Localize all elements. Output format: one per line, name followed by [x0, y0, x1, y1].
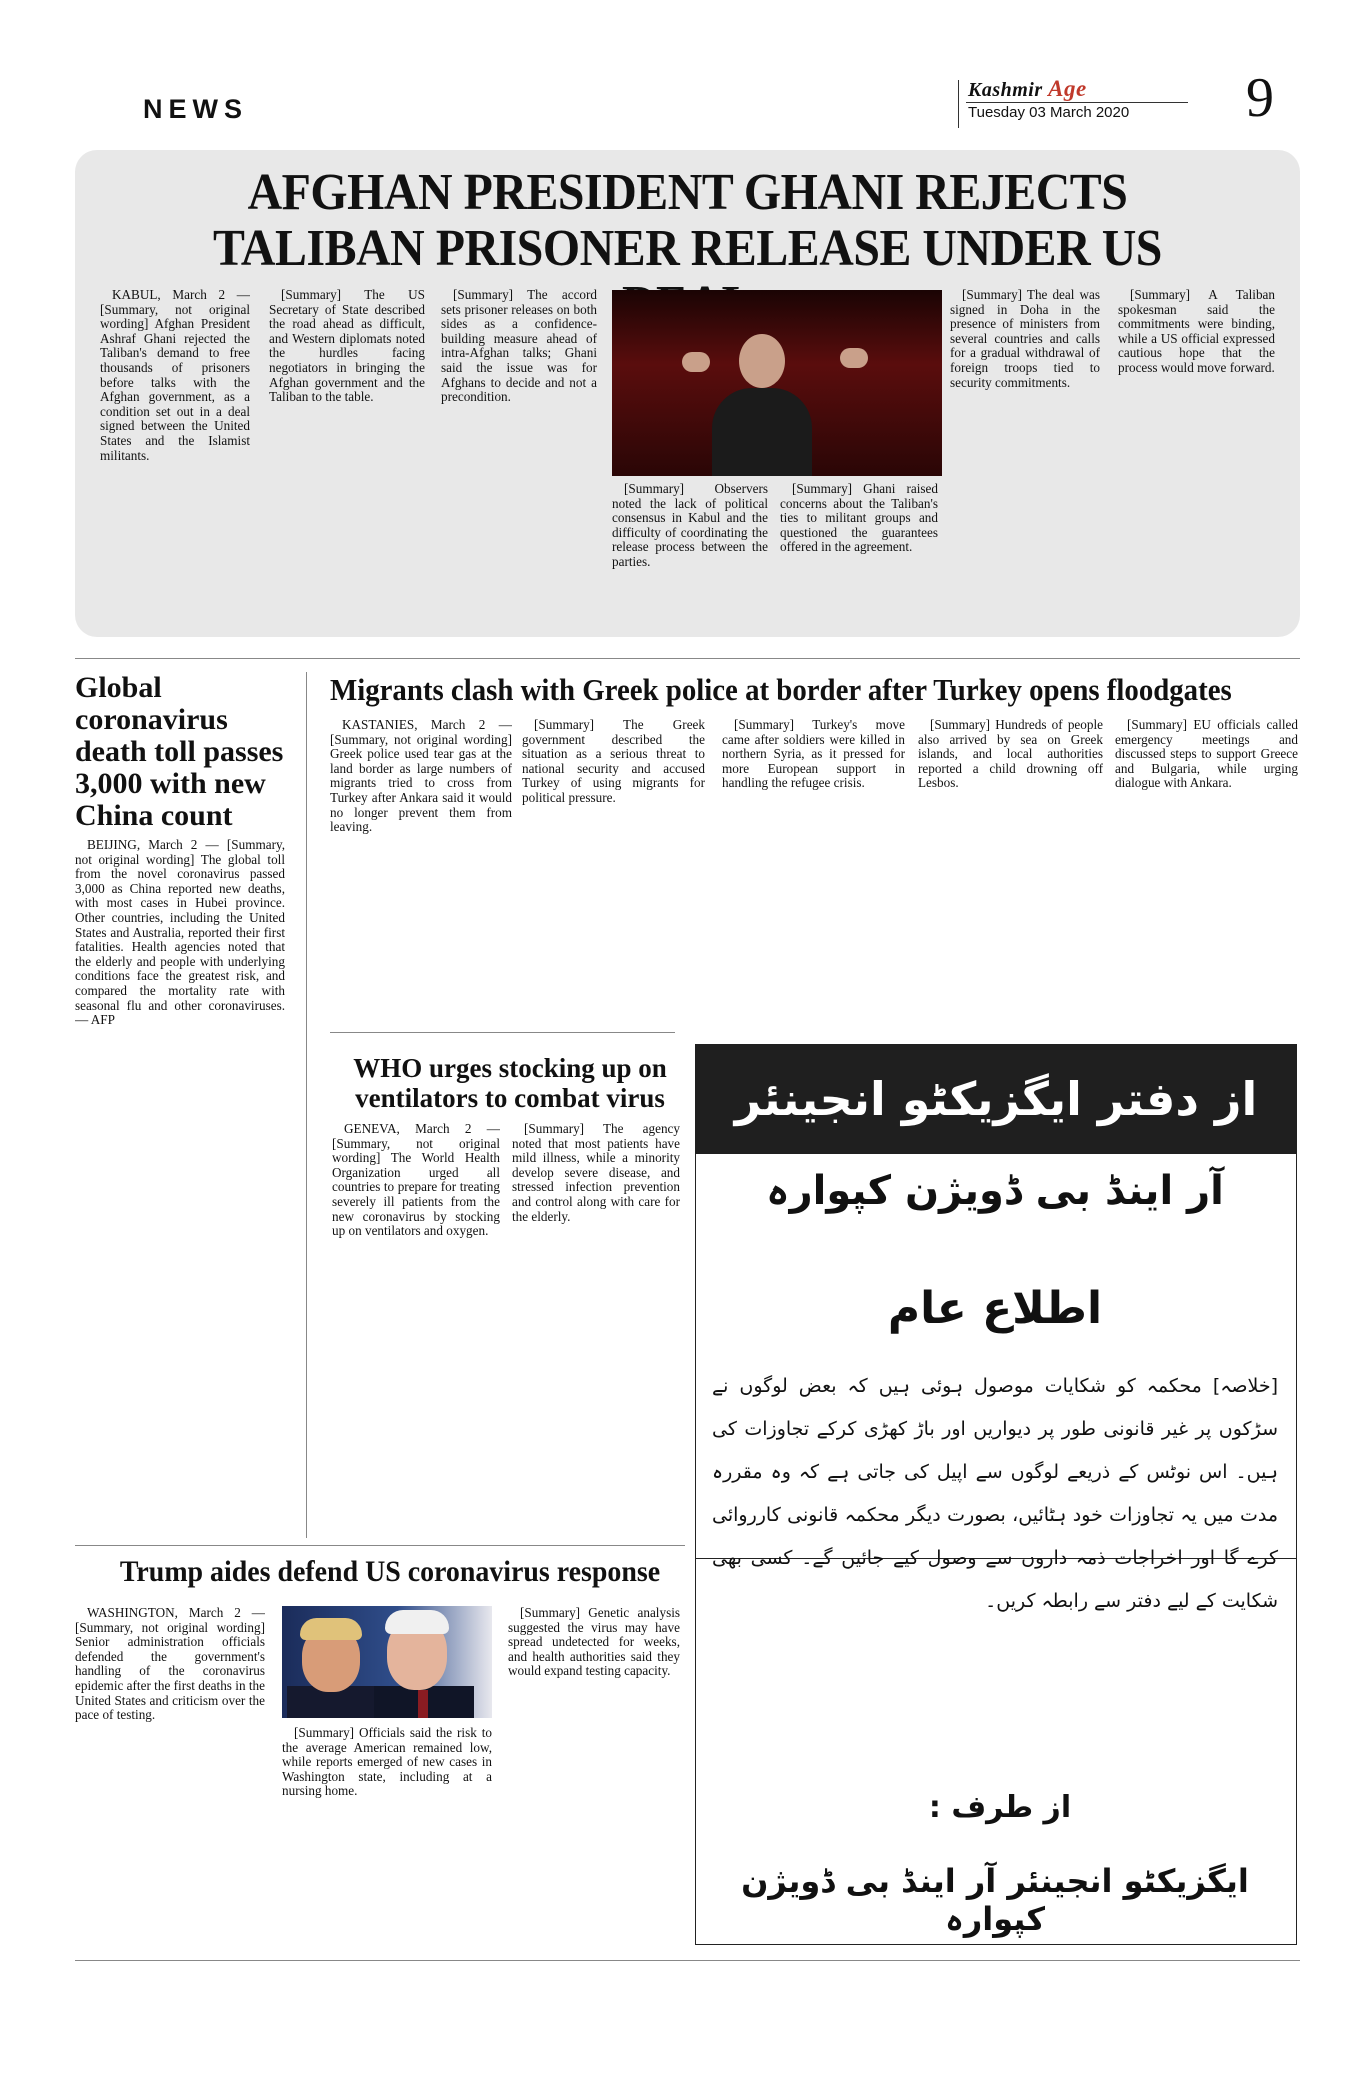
trump-column-2	[282, 1726, 492, 1951]
masthead-age: Age	[1048, 76, 1087, 101]
rule-above-trump	[75, 1545, 685, 1546]
migrants-column-2-text: [Summary] The Greek government described the situation as a serious threat to national security and accused Turkey of using migrants for political pressure.	[522, 718, 705, 805]
notice-subtitle: آر اینڈ بی ڈویژن کپوارہ	[766, 1168, 1224, 1214]
masthead-divider	[966, 102, 1188, 103]
lead-dateline: KABUL, March 2 —	[112, 288, 250, 302]
masthead-rule	[958, 80, 959, 128]
masthead	[958, 72, 1258, 130]
masthead-date: Tuesday 03 March 2020	[968, 104, 1130, 121]
notice-body: [خلاصہ] محکمہ کو شکایات موصول ہوئی ہیں کہ بعض لوگوں نے سڑکوں پر غیر قانونی طور پر دیواریں اور باڑ کھڑی کرکے تجاوزات کی ہیں۔ اس نوٹس کے ذریعے لوگوں سے اپیل کی جاتی ہے کہ وہ مقررہ مدت میں یہ تجاوزات خود ہٹائیں، بصورت دیگر محکمہ قانونی کارروائی کرے گا اور اخراجات ذمہ داروں سے وصول کیے جائیں گے۔ کسی بھی شکایت کے لیے دفتر سے رابطہ کریں۔	[712, 1375, 1278, 1612]
trump-headline: Trump aides defend US coronavirus response	[119, 1555, 661, 1588]
who-column-2-text: [Summary] The agency noted that most patients have mild illness, while a minority develop severe disease, and stressed infection prevention and control along with care for the elderly.	[512, 1122, 680, 1224]
bottom-rule	[75, 1960, 1300, 1961]
migrants-column-4	[918, 718, 1103, 1018]
migrants-column-5	[1115, 718, 1298, 1018]
migrants-column-4-text: [Summary] Hundreds of people also arrived by sea on Greek islands, and local authorities reported a child drowning off Lesbos.	[918, 718, 1103, 791]
migrants-column-2	[522, 718, 705, 1018]
lead-column-7-text: [Summary] A Taliban spokesman said the commitments were binding, while a US official expressed cautious hope that the process would move forward.	[1118, 288, 1275, 375]
sidebar-body	[75, 838, 285, 1538]
lead-column-5	[780, 482, 938, 620]
lead-headline-line1: AFGHAN PRESIDENT GHANI REJECTS	[247, 164, 1128, 221]
lead-column-4-text: [Summary] Observers noted the lack of political consensus in Kabul and the difficulty of coordinating the release process between the parties.	[612, 482, 768, 569]
speaker-figure	[707, 330, 817, 476]
person-1-hair	[300, 1618, 362, 1640]
who-column-1-text: [Summary, not original wording] The World Health Organization urged all countries to prepare for treating severely ill patients from the new coronavirus by stocking up on ventilators and oxygen.	[332, 1135, 500, 1239]
who-column-2	[512, 1122, 680, 1537]
trump-dateline: WASHINGTON, March 2 —	[87, 1606, 265, 1620]
migrants-column-1-text: [Summary, not original wording] Greek police used tear gas at the land border as large numbers of migrants tried to cross from Turkey after Ankara said it would no longer prevent them from leaving.	[330, 731, 512, 835]
migrants-headline: Migrants clash with Greek police at border after Turkey opens floodgates	[330, 672, 1232, 707]
migrants-column-3-text: [Summary] Turkey's move came after soldiers were killed in northern Syria, as it pressed for more European support in handling the refugee crisis.	[722, 718, 905, 791]
lead-column-2-text: [Summary] The US Secretary of State described the road ahead as difficult, and Western diplomats noted the hurdles facing negotiators in bringing the Afghan government and the Taliban to the table.	[269, 288, 425, 405]
right-hand	[840, 348, 868, 368]
trump-column-3-text: [Summary] Genetic analysis suggested the virus may have spread undetected for weeks, and health authorities said they would expand testing capacity.	[508, 1606, 680, 1679]
sidebar-text: [Summary, not original wording] The global toll from the novel coronavirus passed 3,000 as China reported new deaths, with most cases in Hubei province. Other countries, including the United States and Australia, reported their first fatalities. Health agencies noted that the elderly and people with underlying conditions face the greatest risk, and compared the mortality rate with seasonal flu and other coronaviruses. — AFP	[75, 838, 285, 1028]
lead-column-2	[269, 288, 425, 618]
who-column-1	[332, 1122, 500, 1537]
trump-photo	[282, 1606, 492, 1718]
sidebar-dateline: BEIJING, March 2 —	[87, 838, 219, 852]
sidebar-divider	[306, 672, 307, 1538]
migrants-column-1	[330, 718, 512, 1018]
lead-column-7	[1118, 288, 1275, 618]
lead-column-1	[100, 288, 250, 618]
migrants-column-3	[722, 718, 905, 1018]
left-hand	[682, 352, 710, 372]
rule-under-migrants	[330, 1032, 675, 1033]
lead-column-6-text: [Summary] The deal was signed in Doha in the presence of ministers from several countries and calls for a gradual withdrawal of foreign troops tied to security commitments.	[950, 288, 1100, 390]
trump-column-3	[508, 1606, 680, 1951]
lead-column-3-text: [Summary] The accord sets prisoner releases on both sides as a confidence-building measure ahead of intra-Afghan talks; Ghani said the issue was for Afghans to decide and not a precondition.	[441, 288, 597, 405]
lead-column-5-text: [Summary] Ghani raised concerns about the Taliban's ties to militant groups and questioned the guarantees offered in the agreement.	[780, 482, 938, 555]
who-dateline: GENEVA, March 2 —	[344, 1122, 500, 1136]
trump-column-1	[75, 1606, 265, 1951]
notice-signature: ایگزیکٹو انجینئر آر اینڈ بی ڈویژن کپوارہ	[741, 1862, 1249, 1938]
page-header	[0, 0, 1365, 150]
masthead-kashmir: Kashmir	[968, 79, 1043, 101]
page-number: 9	[1246, 67, 1274, 129]
notice-title: اطلاع عام	[887, 1283, 1103, 1334]
lead-column-6	[950, 288, 1100, 618]
speaker-body	[712, 388, 812, 476]
trump-column-1-text: [Summary, not original wording] Senior administration officials defended the government's handling of the coronavirus epidemic after the first deaths in the United States and criticism over the pace of testing.	[75, 1619, 265, 1723]
lead-column-3	[441, 288, 597, 618]
notice-banner: از دفتر ایگزیکٹو انجینئر	[695, 1044, 1297, 1154]
lead-column-4	[612, 482, 768, 620]
rule-under-lead	[75, 658, 1300, 659]
speaker-head	[739, 334, 785, 388]
person-2-tie	[418, 1690, 428, 1718]
masthead-name	[968, 76, 1087, 102]
sidebar-headline: Global coronavirus death toll passes 3,000 with new China count	[75, 671, 284, 832]
notice-from-label: از طرف :	[928, 1790, 1072, 1825]
section-label: NEWS	[143, 94, 248, 124]
migrants-dateline: KASTANIES, March 2 —	[342, 718, 512, 732]
who-headline: WHO urges stocking up on ventilators to combat virus	[353, 1053, 667, 1113]
migrants-column-5-text: [Summary] EU officials called emergency meetings and discussed steps to support Greece and Bulgaria, while urging dialogue with Ankara.	[1115, 718, 1298, 791]
lead-column-1-text: [Summary, not original wording] Afghan President Ashraf Ghani rejected the Taliban's demand to free thousands of prisoners before talks with the Afghan government, as a condition set out in a deal signed between the United States and the Islamist militants.	[100, 301, 250, 463]
lead-headline-line2: TALIBAN PRISONER RELEASE UNDER US	[213, 220, 1162, 277]
trump-column-2-text: [Summary] Officials said the risk to the average American remained low, while reports emerged of new cases in Washington state, including at a nursing home.	[282, 1726, 492, 1799]
person-2-hair	[385, 1610, 449, 1634]
lead-photo	[612, 290, 942, 476]
